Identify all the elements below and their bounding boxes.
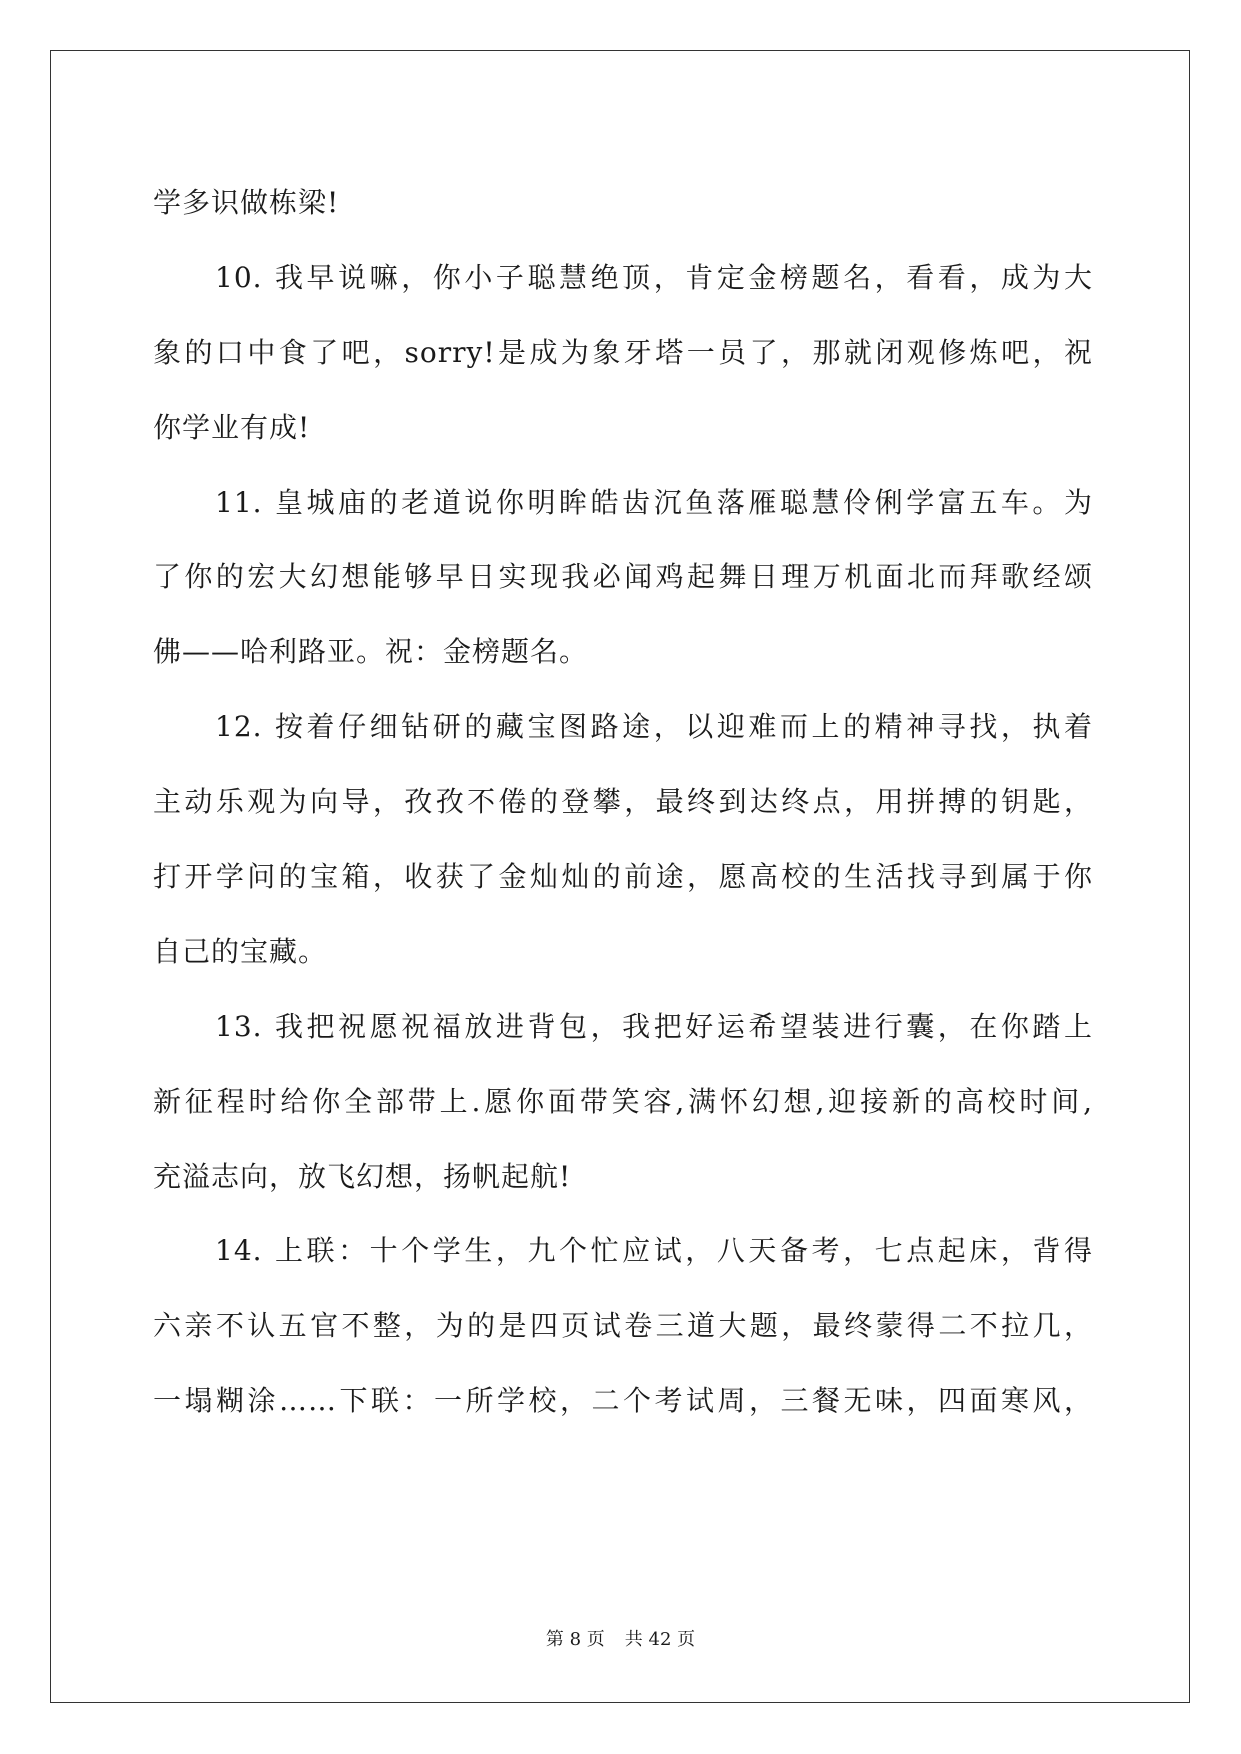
text-line: 主动乐观为向导，孜孜不倦的登攀，最终到达终点，用拼搏的钥匙， [153,785,1093,819]
text-line: 学多识做栋梁! [153,186,340,219]
text-line: 10. 我早说嘛，你小子聪慧绝顶，肯定金榜题名，看看，成为大 [215,260,1093,294]
page-total: 共 42 页 [624,1629,696,1650]
text-line: 自己的宝藏。 [153,934,328,968]
page-footer [0,1628,1241,1652]
text-line: 佛——哈利路亚。祝：金榜题名。 [153,635,589,669]
text-line: 了你的宏大幻想能够早日实现我必闻鸡起舞日理万机面北而拜歌经颂 [153,560,1093,594]
text-line: 你学业有成! [153,410,311,444]
text-line: 六亲不认五官不整，为的是四页试卷三道大题，最终蒙得二不拉几， [153,1309,1093,1343]
text-line: 象的口中食了吧，sorry!是成为象牙塔一员了，那就闭观修炼吧，祝 [153,335,1093,369]
text-line: 新征程时给你全部带上.愿你面带笑容,满怀幻想,迎接新的高校时间, [153,1084,1093,1118]
page-number: 第 8 页 [545,1629,605,1650]
text-line: 12. 按着仔细钻研的藏宝图路途，以迎难而上的精神寻找，执着 [215,710,1093,744]
document-body [153,166,1093,1439]
text-line: 打开学问的宝箱，收获了金灿灿的前途，愿高校的生活找寻到属于你 [153,860,1093,894]
text-line: 充溢志向，放飞幻想，扬帆起航! [153,1159,572,1193]
text-line: 11. 皇城庙的老道说你明眸皓齿沉鱼落雁聪慧伶俐学富五车。为 [215,485,1093,519]
text-line: 13. 我把祝愿祝福放进背包，我把好运希望装进行囊，在你踏上 [215,1009,1093,1043]
text-line: 一塌糊涂……下联：一所学校，二个考试周，三餐无味，四面寒风， [153,1384,1093,1418]
text-line: 14. 上联：十个学生，九个忙应试，八天备考，七点起床，背得 [215,1234,1093,1268]
